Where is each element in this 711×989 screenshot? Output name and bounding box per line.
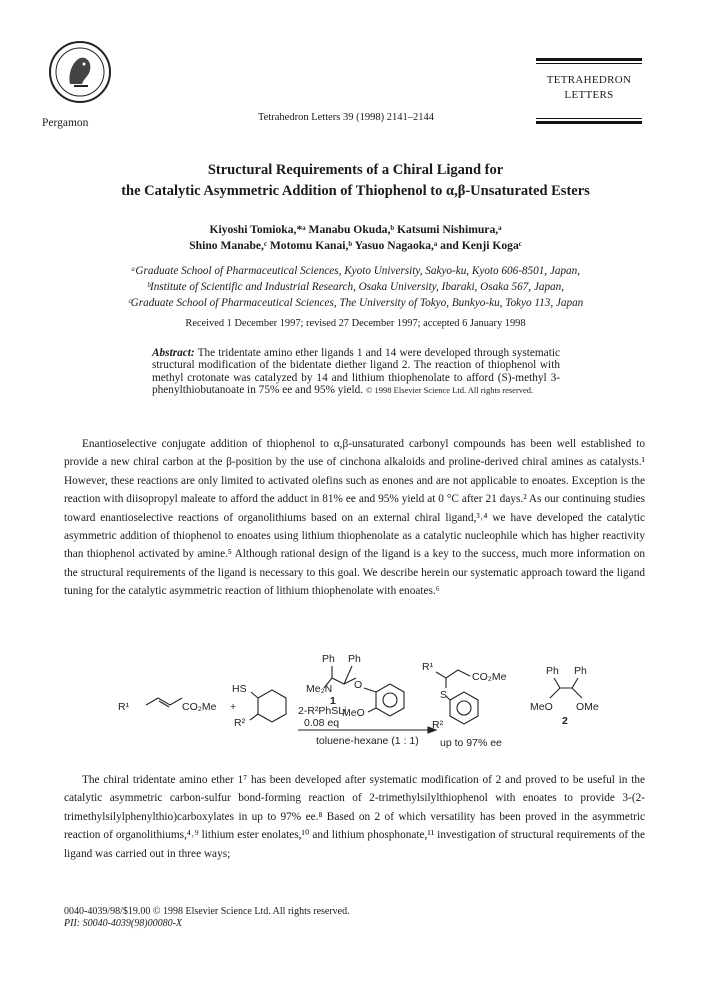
abstract [152,347,560,397]
affiliation-1: ᵃGraduate School of Pharmaceutical Sciences, Kyoto University, Sakyo-ku, Kyoto 606-8501, Japan, [130,265,581,277]
ligand-aryl-ring [376,684,404,716]
journal-rule-top [536,58,642,61]
pergamon-logo [48,40,112,104]
ligand-nme2: Me₂N [306,683,333,695]
product-ring [450,692,478,724]
product-chain [436,670,470,678]
thiophenol-r2: R² [234,717,246,729]
thiophenol-hs: HS [232,683,247,695]
paragraph-2-text: The chiral tridentate amino ether 1⁷ has been developed after systematic modification of 2 and proved to be useful in the catalytic asymmetric carbon-sulfur bond-forming reaction of 2-trimethylsilylthiophenol with enoates to provide 3-(2-trimethylsilylphenylthio)carboxylates in up to 97% ee.⁸ Based on 2 of which versatility has been proved in the asymmetric reaction of organolithiums,⁴˒⁹ lithium ester enolates,¹⁰ and lithium phosphonate,¹¹ investigation of structural requirements of the ligand was carried out in three ways; [64,774,645,860]
journal-rule-top-thin [536,63,642,64]
footer-pii: PII: S0040-4039(98)00080-X [64,918,183,929]
reagent-thiolate: 2-R²PhSLi [298,705,347,717]
received-dates: Received 1 December 1997; revised 27 December 1997; accepted 6 January 1998 [185,318,526,329]
footer [64,906,350,930]
reagent-amount: 0.08 eq [304,717,340,729]
diether-meo: MeO [530,701,553,713]
diether-ph-right: Ph [574,665,587,677]
diether-ph-left: Ph [546,665,559,677]
reaction-solvent: toluene-hexane (1 : 1) [316,735,419,747]
article-title-line1: Structural Requirements of a Chiral Ligand for [207,162,504,178]
authors-line2: Shino Manabe,ᶜ Motomu Kanai,ᵇ Yasuo Nagaoka,ᵃ and Kenji Kogaᶜ [189,239,522,252]
affiliation-3: ᶜGraduate School of Pharmaceutical Sciences, The University of Tokyo, Bunkyo-ku, Tokyo 113, Japan [127,297,584,309]
journal-name-line2: LETTERS [564,89,614,101]
footer-copyright: 0040-4039/98/$19.00 © 1998 Elsevier Science Ltd. All rights reserved. [64,906,350,917]
journal-citation: Tetrahedron Letters 39 (1998) 2141–2144 [258,112,434,123]
article-title-line2: the Catalytic Asymmetric Addition of Thiophenol to α,β-Unsaturated Esters [121,183,590,199]
diether-backbone [550,688,582,698]
publisher-name: Pergamon [42,117,89,129]
ligand-meo: MeO [342,707,365,719]
diether-number-2: 2 [562,715,568,727]
abstract-text: The tridentate amino ether ligands 1 and 14 were developed through systematic structural modification of the bidentate diether ligand 2. The reaction of thiophenol with methyl crotonate was catalyzed by 14 and lithium thiophenolate to afford (S)-methyl 3-phenylthiobutanoate in 75% ee and 95% yield. [152,347,560,397]
abstract-copyright: © 1998 Elsevier Science Ltd. All rights reserved. [365,385,534,396]
body-paragraph-2 [64,771,645,863]
diether-ome: OMe [576,701,599,713]
affiliation-2: ᵇInstitute of Scientific and Industrial Research, Osaka University, Ibaraki, Osaka 567, Japan, [146,281,565,293]
abstract-label: Abstract: [152,347,195,359]
authors-line1: Kiyoshi Tomioka,*ᵃ Manabu Okuda,ᵇ Katsumi Nishimura,ᵃ [209,223,502,236]
ligand-number-1: 1 [330,695,336,707]
substrate-r1: R¹ [118,701,130,713]
paragraph-1-text: Enantioselective conjugate addition of thiophenol to α,β-unsaturated carbonyl compounds has been well established to provide a new chiral carbon at the β-position by the use of cinchona alkaloids and proline-derived chiral amines as catalysts.¹ However, these reactions are only limited to activated olefins such as enones and are not applicable to enoates. Exception is the reaction with diisopropyl maleate to afford the adduct in 81% ee and 95% yield at 0 °C after 21 days.² As our continuing studies toward enantioselective reactions of organolithiums based on an external chiral ligand,³˒⁴ we have developed the catalytic asymmetric addition of thiophenol to enoates using lithium thiophenolate as a catalytic nucleophile which has higher reactivity than thiophenol activated by amine.⁵ Although rational design of the ligand is a key to the success, much more information on the structural requirements of the ligand is necessary to this goal. We describe herein our systematic approach toward the ligand tuning for the catalytic asymmetric reaction of lithium thiophenolate with enoates.⁶ [64,438,645,598]
reaction-scheme [110,648,630,758]
product-sulfur: S [440,689,448,701]
journal-rule-bottom-thin [536,118,642,119]
plus-sign: + [230,701,237,713]
substrate-ester: CO₂Me [182,701,217,713]
product-ee: up to 97% ee [440,737,502,749]
journal-rule-bottom [536,121,642,124]
thiophenol-ring [258,690,286,722]
product-ester: CO₂Me [472,671,507,683]
product-r1: R¹ [422,661,434,673]
ligand-ph-left: Ph [322,653,335,665]
product-r2: R² [432,719,444,731]
ligand-ether-o: O [354,679,363,691]
ligand-ph-right: Ph [348,653,361,665]
journal-name-line1: TETRAHEDRON [546,74,632,86]
body-paragraph-1 [64,435,645,601]
